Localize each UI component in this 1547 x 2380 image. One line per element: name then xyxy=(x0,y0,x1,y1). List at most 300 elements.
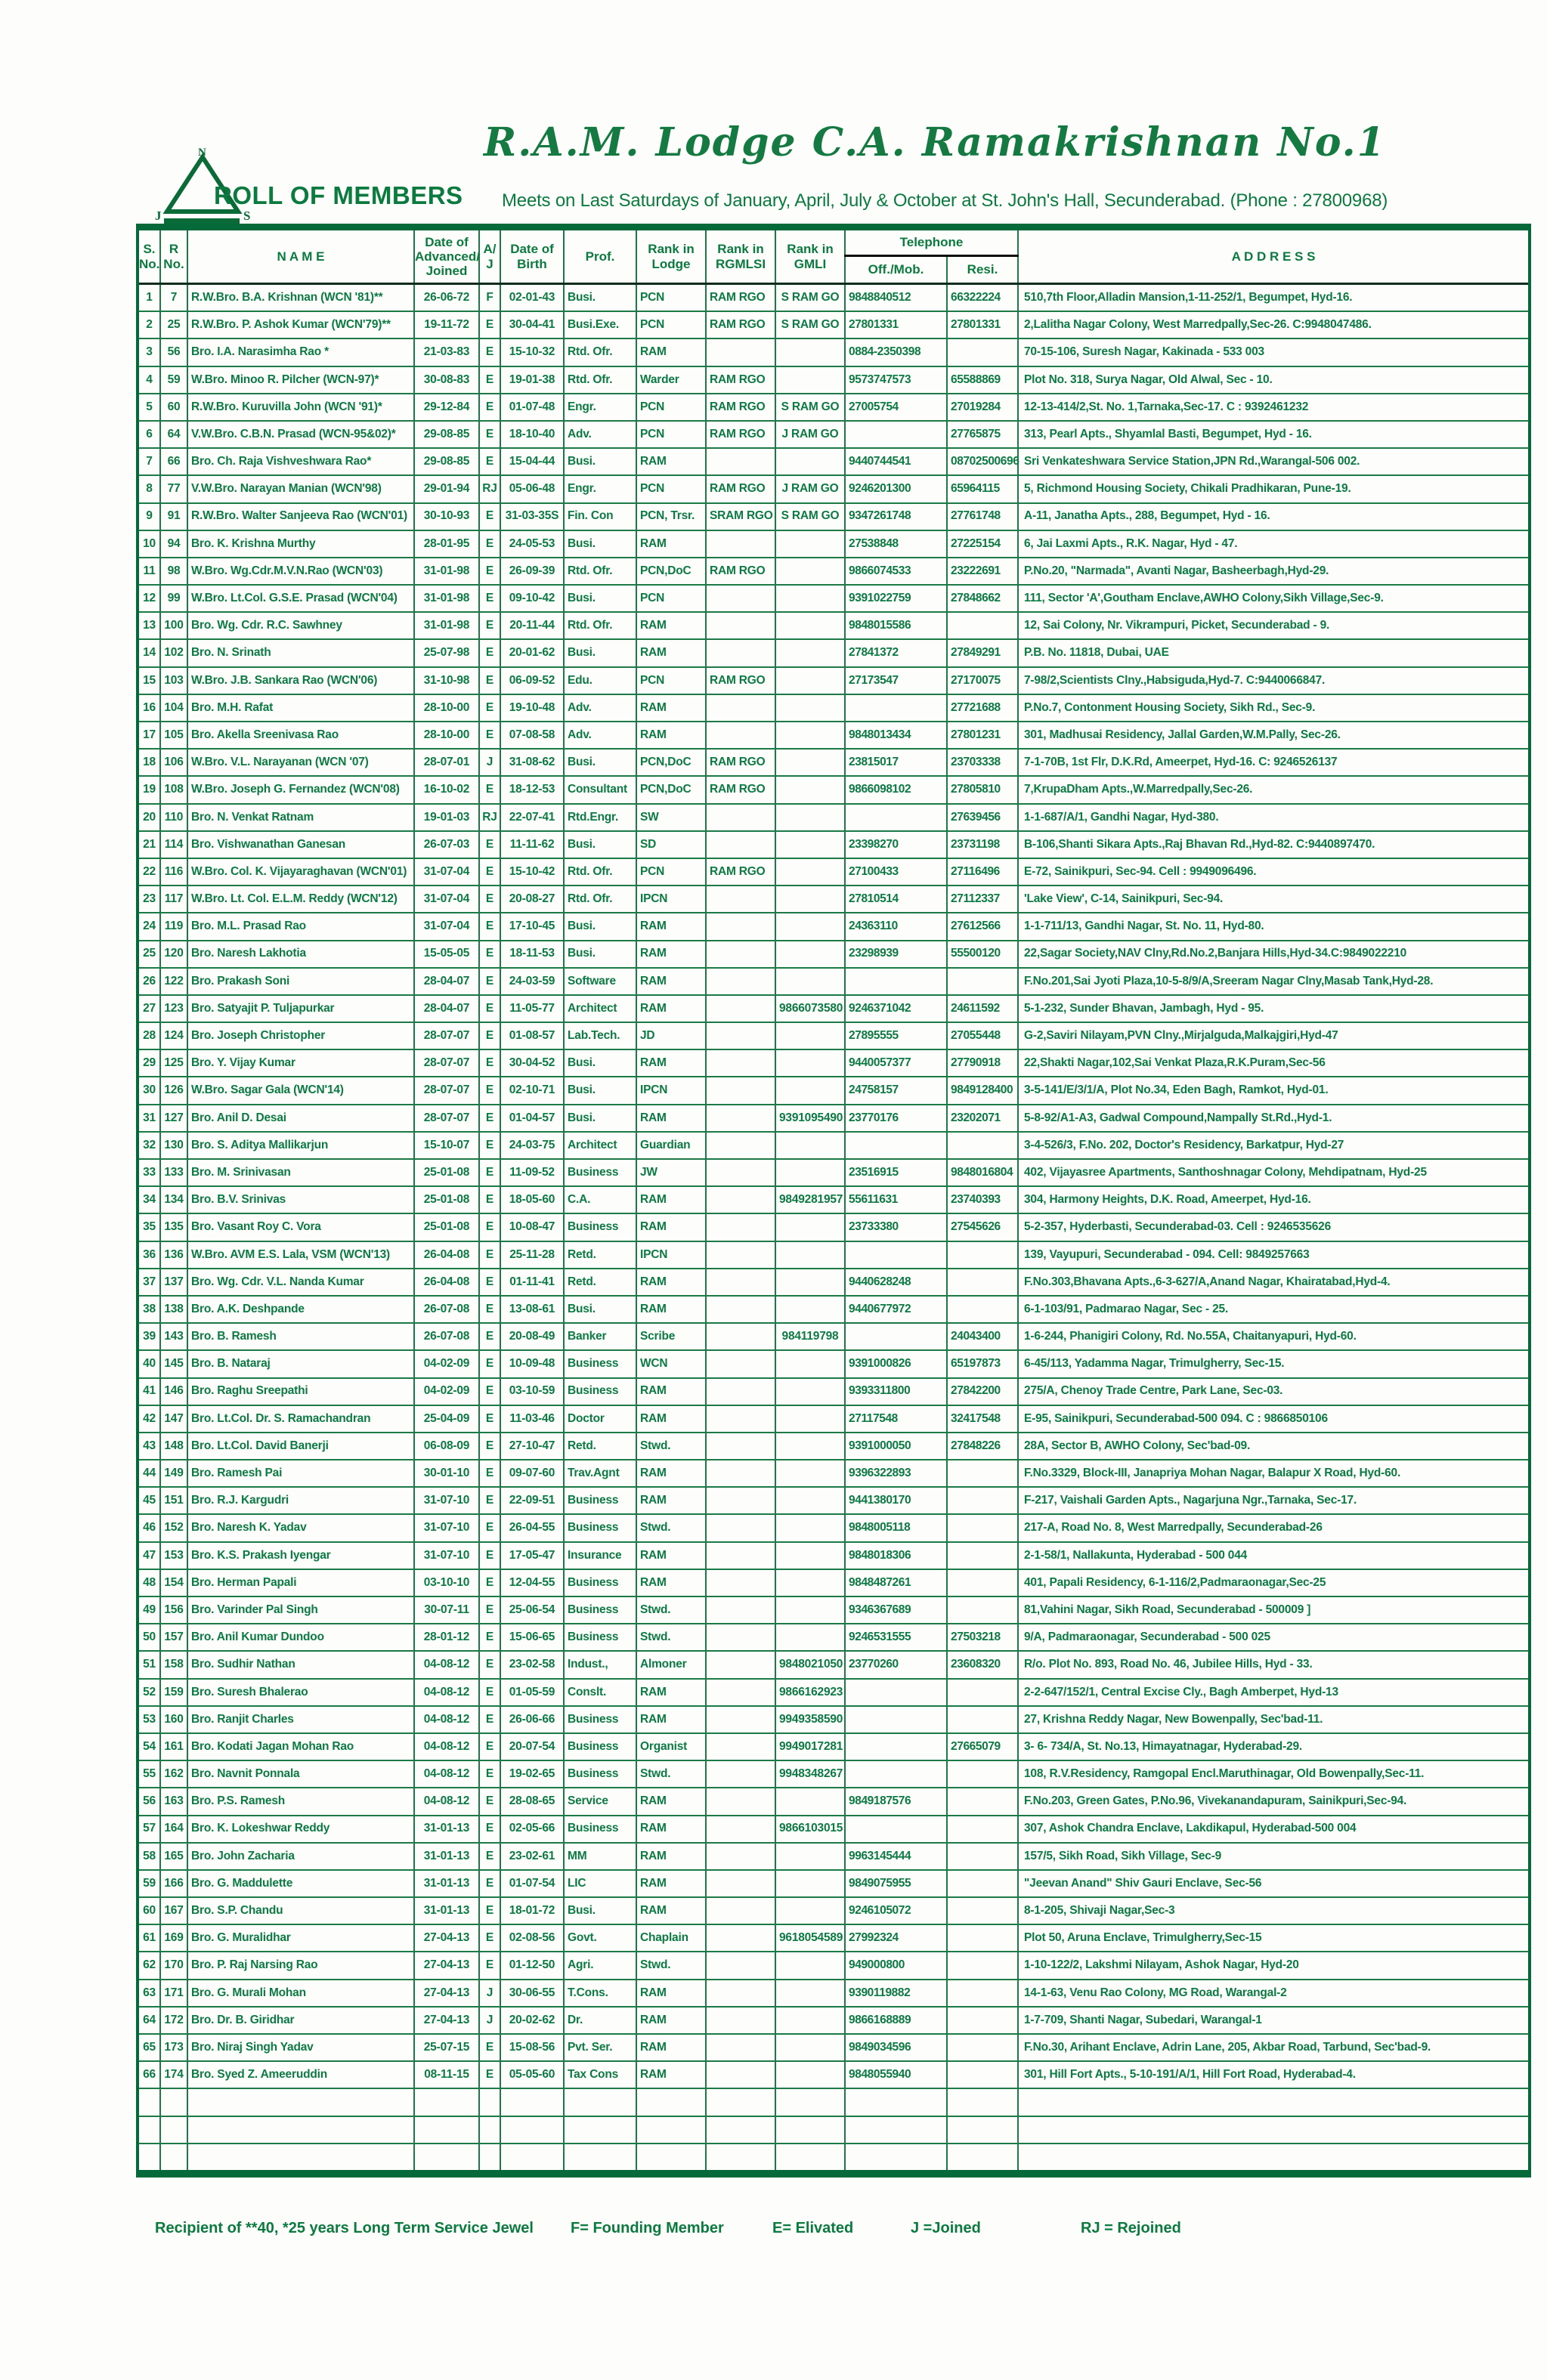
cell-birth-date: 11-09-52 xyxy=(500,1159,564,1186)
cell-tel-resi: 27721688 xyxy=(947,694,1018,722)
cell-sno: 45 xyxy=(138,1487,160,1514)
cell-name: Bro. R.J. Kargudri xyxy=(187,1487,414,1514)
cell-birth-date: 30-04-52 xyxy=(500,1049,564,1077)
cell-rank-gmli: 9949358590 xyxy=(775,1706,845,1733)
logo-letter-n: N xyxy=(198,147,206,159)
cell-address: 5, Richmond Housing Society, Chikali Pradhikaran, Pune-19. xyxy=(1018,475,1530,502)
cell-name: Bro. Satyajit P. Tuljapurkar xyxy=(187,995,414,1022)
cell-address: 12-13-414/2,St. No. 1,Tarnaka,Sec-17. C : 9392461232 xyxy=(1018,394,1530,421)
table-row xyxy=(138,749,1530,776)
table-row xyxy=(138,941,1530,968)
cell-rank-rgmlsi xyxy=(706,1296,775,1323)
cell-rank-rgmlsi xyxy=(706,1323,775,1350)
cell-rank-lodge: JW xyxy=(636,1159,706,1186)
cell-rank-lodge: RAM xyxy=(636,2034,706,2061)
page-title: R.A.M. Lodge C.A. Ramakrishnan No.1 xyxy=(484,119,1386,165)
cell-tel-resi xyxy=(947,1980,1018,2007)
cell-aj: E xyxy=(479,941,500,968)
cell-tel-resi xyxy=(947,1952,1018,1979)
cell-name: Bro. Niraj Singh Yadav xyxy=(187,2034,414,2061)
cell-rank-lodge: Almoner xyxy=(636,1651,706,1678)
logo-letter-s: S xyxy=(243,209,251,223)
cell-rank-gmli xyxy=(775,804,845,831)
cell-rank-lodge: PCN xyxy=(636,311,706,338)
legend-recipient: Recipient of **40, *25 years Long Term Service Jewel xyxy=(155,2220,534,2236)
cell-profession: Busi. xyxy=(564,585,636,612)
cell-sno: 34 xyxy=(138,1186,160,1213)
cell-sno: 7 xyxy=(138,448,160,475)
cell-tel-resi: 23740393 xyxy=(947,1186,1018,1213)
cell-birth-date: 19-10-48 xyxy=(500,694,564,722)
cell-sno: 59 xyxy=(138,1870,160,1897)
cell-sno: 37 xyxy=(138,1269,160,1296)
table-row xyxy=(138,1269,1530,1296)
table-row xyxy=(138,530,1530,558)
cell-tel-resi xyxy=(947,1788,1018,1815)
cell-rank-rgmlsi xyxy=(706,1186,775,1213)
cell-profession: Adv. xyxy=(564,694,636,722)
cell-birth-date: 25-11-28 xyxy=(500,1241,564,1269)
cell-name: Bro. G. Muralidhar xyxy=(187,1924,414,1952)
cell-rank-rgmlsi xyxy=(706,1569,775,1596)
cell-profession: Trav.Agnt xyxy=(564,1460,636,1487)
members-table xyxy=(136,224,1531,2178)
cell-name: Bro. K.S. Prakash Iyengar xyxy=(187,1542,414,1569)
cell-address: 301, Hill Fort Apts., 5-10-191/A/1, Hill Fort Road, Hyderabad-4. xyxy=(1018,2061,1530,2088)
cell-address: 22,Sagar Society,NAV Clny,Rd.No.2,Banjara Hills,Hyd-34.C:9849022210 xyxy=(1018,941,1530,968)
cell-address: 510,7th Floor,Alladin Mansion,1-11-252/1, Begumpet, Hyd-16. xyxy=(1018,284,1530,312)
cell-sno: 1 xyxy=(138,284,160,312)
cell-rank-rgmlsi xyxy=(706,530,775,558)
cell-rank-lodge: RAM xyxy=(636,1460,706,1487)
cell-rank-rgmlsi xyxy=(706,1433,775,1460)
col-header-address: A D D R E S S xyxy=(1018,227,1530,284)
cell-profession: Consultant xyxy=(564,776,636,803)
cell-rank-gmli xyxy=(775,722,845,749)
cell-profession: Busi. xyxy=(564,1049,636,1077)
cell-aj: E xyxy=(479,1733,500,1760)
cell-rno: 166 xyxy=(160,1870,187,1897)
cell-profession: Engr. xyxy=(564,394,636,421)
cell-sno: 35 xyxy=(138,1213,160,1241)
table-row xyxy=(138,1651,1530,1678)
cell-aj: E xyxy=(479,968,500,995)
cell-rno: 149 xyxy=(160,1460,187,1487)
cell-profession xyxy=(564,2116,636,2144)
cell-rno: 59 xyxy=(160,366,187,394)
cell-profession: Dr. xyxy=(564,2007,636,2034)
cell-sno: 44 xyxy=(138,1460,160,1487)
cell-rank-gmli xyxy=(775,448,845,475)
cell-tel-off-mob: 9848015586 xyxy=(845,612,947,639)
table-row xyxy=(138,886,1530,913)
cell-sno: 11 xyxy=(138,558,160,585)
cell-rank-lodge: PCN xyxy=(636,421,706,448)
cell-address: 7-98/2,Scientists Clny.,Habsiguda,Hyd-7. C:9440066847. xyxy=(1018,667,1530,694)
cell-tel-resi xyxy=(947,1897,1018,1924)
cell-tel-off-mob: 27992324 xyxy=(845,1924,947,1952)
cell-profession: Architect xyxy=(564,1132,636,1159)
cell-aj: E xyxy=(479,776,500,803)
cell-aj: E xyxy=(479,1132,500,1159)
table-row xyxy=(138,1897,1530,1924)
cell-address: 5-8-92/A1-A3, Gadwal Compound,Nampally St.Rd.,Hyd-1. xyxy=(1018,1105,1530,1132)
cell-aj: E xyxy=(479,722,500,749)
cell-aj: E xyxy=(479,1269,500,1296)
cell-rno: 148 xyxy=(160,1433,187,1460)
cell-rno: 64 xyxy=(160,421,187,448)
cell-rank-rgmlsi xyxy=(706,1460,775,1487)
cell-name: Bro. Varinder Pal Singh xyxy=(187,1596,414,1624)
cell-birth-date: 30-06-55 xyxy=(500,1980,564,2007)
cell-rank-rgmlsi xyxy=(706,995,775,1022)
cell-name xyxy=(187,2144,414,2174)
empty-row xyxy=(138,2116,1530,2144)
cell-aj: E xyxy=(479,1843,500,1870)
cell-rank-lodge: RAM xyxy=(636,1049,706,1077)
cell-rank-lodge: Stwd. xyxy=(636,1952,706,1979)
cell-profession: MM xyxy=(564,1843,636,1870)
cell-birth-date: 20-01-62 xyxy=(500,639,564,666)
cell-tel-resi: 27801231 xyxy=(947,722,1018,749)
cell-profession: Pvt. Ser. xyxy=(564,2034,636,2061)
cell-rno: 7 xyxy=(160,284,187,312)
cell-rno: 116 xyxy=(160,858,187,886)
cell-advanced-date: 19-11-72 xyxy=(414,311,479,338)
cell-rno: 159 xyxy=(160,1679,187,1706)
cell-rno: 173 xyxy=(160,2034,187,2061)
cell-rank-gmli xyxy=(775,1433,845,1460)
cell-rank-lodge: RAM xyxy=(636,2061,706,2088)
cell-birth-date: 24-03-75 xyxy=(500,1132,564,1159)
cell-profession: Conslt. xyxy=(564,1679,636,1706)
legend-founding-member: F= Founding Member xyxy=(571,2220,724,2236)
cell-tel-off-mob: 949000800 xyxy=(845,1952,947,1979)
cell-sno: 64 xyxy=(138,2007,160,2034)
cell-profession: Adv. xyxy=(564,421,636,448)
cell-rank-rgmlsi xyxy=(706,639,775,666)
table-row xyxy=(138,585,1530,612)
cell-rank-gmli xyxy=(775,1514,845,1541)
cell-tel-off-mob: 27801331 xyxy=(845,311,947,338)
cell-name: Bro. B.V. Srinivas xyxy=(187,1186,414,1213)
cell-advanced-date: 30-01-10 xyxy=(414,1460,479,1487)
cell-tel-resi: 23731198 xyxy=(947,831,1018,858)
cell-rank-rgmlsi xyxy=(706,1378,775,1405)
legend-rejoined: RJ = Rejoined xyxy=(1081,2220,1181,2236)
table-row xyxy=(138,558,1530,585)
cell-address: 5-1-232, Sunder Bhavan, Jambagh, Hyd - 95. xyxy=(1018,995,1530,1022)
cell-rno: 134 xyxy=(160,1186,187,1213)
cell-rank-lodge xyxy=(636,2144,706,2174)
cell-sno: 19 xyxy=(138,776,160,803)
cell-profession: Business xyxy=(564,1514,636,1541)
cell-rno: 126 xyxy=(160,1077,187,1104)
cell-name: R.W.Bro. Walter Sanjeeva Rao (WCN'01) xyxy=(187,503,414,530)
cell-name: Bro. Naresh Lakhotia xyxy=(187,941,414,968)
cell-tel-off-mob: 9396322893 xyxy=(845,1460,947,1487)
cell-rank-gmli xyxy=(775,1952,845,1979)
cell-name: W.Bro. J.B. Sankara Rao (WCN'06) xyxy=(187,667,414,694)
table-row xyxy=(138,2007,1530,2034)
cell-rno: 100 xyxy=(160,612,187,639)
cell-sno: 16 xyxy=(138,694,160,722)
cell-sno: 33 xyxy=(138,1159,160,1186)
cell-rank-lodge: PCN,DoC xyxy=(636,558,706,585)
cell-rank-lodge: RAM xyxy=(636,1186,706,1213)
cell-profession: Business xyxy=(564,1816,636,1843)
legend-joined: J =Joined xyxy=(911,2220,981,2236)
legend xyxy=(0,2220,1547,2250)
cell-rank-lodge: PCN,DoC xyxy=(636,776,706,803)
cell-rank-gmli: J RAM GO xyxy=(775,475,845,502)
cell-tel-off-mob: 9866074533 xyxy=(845,558,947,585)
cell-aj: E xyxy=(479,1323,500,1350)
cell-rank-rgmlsi xyxy=(706,1514,775,1541)
table-row xyxy=(138,1241,1530,1269)
cell-aj: E xyxy=(479,1788,500,1815)
cell-advanced-date: 31-07-10 xyxy=(414,1487,479,1514)
cell-rank-rgmlsi xyxy=(706,1350,775,1377)
cell-advanced-date: 26-07-08 xyxy=(414,1296,479,1323)
cell-profession: Rtd. Ofr. xyxy=(564,612,636,639)
cell-birth-date: 11-11-62 xyxy=(500,831,564,858)
cell-rank-lodge: RAM xyxy=(636,1706,706,1733)
cell-tel-resi: 27849291 xyxy=(947,639,1018,666)
cell-advanced-date: 31-01-13 xyxy=(414,1816,479,1843)
cell-aj: J xyxy=(479,749,500,776)
cell-address: P.No.20, "Narmada", Avanti Nagar, Basheerbagh,Hyd-29. xyxy=(1018,558,1530,585)
cell-rank-rgmlsi xyxy=(706,2061,775,2088)
cell-birth-date: 15-06-65 xyxy=(500,1624,564,1651)
table-row xyxy=(138,722,1530,749)
cell-address: P.No.7, Contonment Housing Society, Sikh Rd., Sec-9. xyxy=(1018,694,1530,722)
table-row xyxy=(138,394,1530,421)
cell-advanced-date: 25-01-08 xyxy=(414,1186,479,1213)
cell-sno: 18 xyxy=(138,749,160,776)
cell-aj: E xyxy=(479,338,500,366)
cell-aj: E xyxy=(479,694,500,722)
cell-profession: Insurance xyxy=(564,1542,636,1569)
cell-address: 401, Papali Residency, 6-1-116/2,Padmaraonagar,Sec-25 xyxy=(1018,1569,1530,1596)
cell-advanced-date: 19-01-03 xyxy=(414,804,479,831)
cell-aj: E xyxy=(479,503,500,530)
cell-name: Bro. S. Aditya Mallikarjun xyxy=(187,1132,414,1159)
cell-profession: Business xyxy=(564,1760,636,1788)
cell-sno: 22 xyxy=(138,858,160,886)
cell-tel-resi: 27225154 xyxy=(947,530,1018,558)
cell-address: F-217, Vaishali Garden Apts., Nagarjuna Ngr.,Tarnaka, Sec-17. xyxy=(1018,1487,1530,1514)
cell-rank-lodge: Organist xyxy=(636,1733,706,1760)
cell-tel-resi xyxy=(947,2088,1018,2116)
cell-rank-gmli xyxy=(775,2144,845,2174)
cell-rank-gmli xyxy=(775,1897,845,1924)
cell-rank-gmli xyxy=(775,558,845,585)
cell-address: G-2,Saviri Nilayam,PVN Clny.,Mirjalguda,Malkajgiri,Hyd-47 xyxy=(1018,1022,1530,1049)
cell-address: E-95, Sainikpuri, Secunderabad-500 094. C : 9866850106 xyxy=(1018,1405,1530,1433)
cell-rno: 130 xyxy=(160,1132,187,1159)
cell-tel-resi xyxy=(947,1569,1018,1596)
cell-address: F.No.303,Bhavana Apts.,6-3-627/A,Anand Nagar, Khairatabad,Hyd-4. xyxy=(1018,1269,1530,1296)
cell-rank-rgmlsi: RAM RGO xyxy=(706,858,775,886)
cell-name: Bro. G. Murali Mohan xyxy=(187,1980,414,2007)
cell-birth-date: 25-06-54 xyxy=(500,1596,564,1624)
cell-advanced-date: 04-08-12 xyxy=(414,1788,479,1815)
cell-rno: 117 xyxy=(160,886,187,913)
cell-advanced-date xyxy=(414,2144,479,2174)
col-header-rno: R No. xyxy=(160,227,187,284)
cell-aj: E xyxy=(479,1405,500,1433)
cell-rank-lodge: RAM xyxy=(636,1679,706,1706)
cell-profession: Business xyxy=(564,1706,636,1733)
cell-address: 1-1-711/13, Gandhi Nagar, St. No. 11, Hyd-80. xyxy=(1018,913,1530,940)
col-header-rank-lodge: Rank in Lodge xyxy=(636,227,706,284)
cell-sno: 54 xyxy=(138,1733,160,1760)
cell-birth-date: 26-04-55 xyxy=(500,1514,564,1541)
table-row xyxy=(138,421,1530,448)
cell-advanced-date: 28-07-07 xyxy=(414,1022,479,1049)
col-header-aj: A/ J xyxy=(479,227,500,284)
cell-sno: 13 xyxy=(138,612,160,639)
table-row xyxy=(138,1159,1530,1186)
cell-rank-rgmlsi xyxy=(706,1651,775,1678)
cell-address: 217-A, Road No. 8, West Marredpally, Secunderabad-26 xyxy=(1018,1514,1530,1541)
cell-sno: 5 xyxy=(138,394,160,421)
cell-rank-gmli xyxy=(775,366,845,394)
cell-rno: 125 xyxy=(160,1049,187,1077)
table-row xyxy=(138,1186,1530,1213)
cell-tel-off-mob xyxy=(845,1816,947,1843)
cell-tel-off-mob: 23770260 xyxy=(845,1651,947,1678)
cell-rno: 167 xyxy=(160,1897,187,1924)
cell-rank-lodge: Warder xyxy=(636,366,706,394)
cell-rno: 103 xyxy=(160,667,187,694)
cell-rank-lodge: Stwd. xyxy=(636,1760,706,1788)
cell-tel-resi xyxy=(947,2007,1018,2034)
cell-rno: 119 xyxy=(160,913,187,940)
cell-rank-rgmlsi xyxy=(706,886,775,913)
cell-advanced-date: 31-07-10 xyxy=(414,1542,479,1569)
cell-rank-gmli xyxy=(775,1159,845,1186)
cell-birth-date xyxy=(500,2144,564,2174)
cell-name: Bro. B. Ramesh xyxy=(187,1323,414,1350)
table-row xyxy=(138,2034,1530,2061)
cell-tel-off-mob: 9849034596 xyxy=(845,2034,947,2061)
cell-sno: 2 xyxy=(138,311,160,338)
cell-rank-gmli xyxy=(775,1378,845,1405)
cell-aj: E xyxy=(479,995,500,1022)
cell-tel-resi xyxy=(947,1760,1018,1788)
cell-profession: Engr. xyxy=(564,475,636,502)
cell-advanced-date: 26-07-08 xyxy=(414,1323,479,1350)
cell-advanced-date: 04-08-12 xyxy=(414,1706,479,1733)
cell-name: Bro. Naresh K. Yadav xyxy=(187,1514,414,1541)
cell-rank-lodge: RAM xyxy=(636,2007,706,2034)
cell-rno: 162 xyxy=(160,1760,187,1788)
cell-tel-off-mob: 9440744541 xyxy=(845,448,947,475)
cell-rank-rgmlsi xyxy=(706,2144,775,2174)
table-row xyxy=(138,995,1530,1022)
cell-address: 307, Ashok Chandra Enclave, Lakdikapul, Hyderabad-500 004 xyxy=(1018,1816,1530,1843)
cell-name: Bro. M. Srinivasan xyxy=(187,1159,414,1186)
cell-rank-lodge: RAM xyxy=(636,1378,706,1405)
cell-tel-off-mob: 9246531555 xyxy=(845,1624,947,1651)
cell-birth-date: 01-05-59 xyxy=(500,1679,564,1706)
cell-rank-gmli xyxy=(775,1049,845,1077)
cell-tel-off-mob xyxy=(845,1679,947,1706)
cell-rank-rgmlsi xyxy=(706,2116,775,2144)
cell-address: 8-1-205, Shivaji Nagar,Sec-3 xyxy=(1018,1897,1530,1924)
cell-sno: 53 xyxy=(138,1706,160,1733)
cell-profession xyxy=(564,2144,636,2174)
table-header xyxy=(138,227,1530,284)
cell-tel-off-mob: 27005754 xyxy=(845,394,947,421)
cell-profession: Business xyxy=(564,1159,636,1186)
cell-aj: E xyxy=(479,639,500,666)
cell-profession: Lab.Tech. xyxy=(564,1022,636,1049)
table-row xyxy=(138,2061,1530,2088)
cell-name: Bro. Lt.Col. David Banerji xyxy=(187,1433,414,1460)
cell-name xyxy=(187,2088,414,2116)
cell-advanced-date: 31-07-04 xyxy=(414,913,479,940)
cell-address: Sri Venkateshwara Service Station,JPN Rd.,Warangal-506 002. xyxy=(1018,448,1530,475)
cell-tel-off-mob: 23516915 xyxy=(845,1159,947,1186)
cell-rank-rgmlsi: RAM RGO xyxy=(706,311,775,338)
cell-name: R.W.Bro. B.A. Krishnan (WCN '81)** xyxy=(187,284,414,312)
cell-sno: 9 xyxy=(138,503,160,530)
cell-rank-rgmlsi xyxy=(706,2007,775,2034)
cell-tel-resi xyxy=(947,612,1018,639)
cell-rank-rgmlsi: RAM RGO xyxy=(706,421,775,448)
cell-rank-gmli: S RAM GO xyxy=(775,284,845,312)
table-row xyxy=(138,1788,1530,1815)
table-row xyxy=(138,1378,1530,1405)
cell-address: 1-7-709, Shanti Nagar, Subedari, Warangal-1 xyxy=(1018,2007,1530,2034)
cell-tel-off-mob: 55611631 xyxy=(845,1186,947,1213)
cell-advanced-date: 31-01-13 xyxy=(414,1843,479,1870)
cell-advanced-date: 29-08-85 xyxy=(414,421,479,448)
cell-rno: 145 xyxy=(160,1350,187,1377)
cell-profession: Busi. xyxy=(564,448,636,475)
cell-birth-date: 10-09-48 xyxy=(500,1350,564,1377)
cell-birth-date: 20-02-62 xyxy=(500,2007,564,2034)
cell-tel-off-mob: 9440677972 xyxy=(845,1296,947,1323)
cell-tel-resi: 27801331 xyxy=(947,311,1018,338)
cell-aj: E xyxy=(479,1460,500,1487)
cell-rank-gmli xyxy=(775,530,845,558)
cell-aj: E xyxy=(479,1213,500,1241)
cell-advanced-date: 25-04-09 xyxy=(414,1405,479,1433)
cell-advanced-date: 04-02-09 xyxy=(414,1350,479,1377)
cell-tel-resi: 27848662 xyxy=(947,585,1018,612)
cell-tel-resi: 27665079 xyxy=(947,1733,1018,1760)
cell-name: Bro. Dr. B. Giridhar xyxy=(187,2007,414,2034)
cell-aj: E xyxy=(479,311,500,338)
table-row xyxy=(138,284,1530,312)
cell-sno: 4 xyxy=(138,366,160,394)
cell-sno: 27 xyxy=(138,995,160,1022)
cell-birth-date: 15-10-42 xyxy=(500,858,564,886)
cell-profession: Rtd. Ofr. xyxy=(564,858,636,886)
cell-address: P.B. No. 11818, Dubai, UAE xyxy=(1018,639,1530,666)
cell-rank-gmli xyxy=(775,639,845,666)
cell-rank-rgmlsi xyxy=(706,1679,775,1706)
cell-birth-date: 18-10-40 xyxy=(500,421,564,448)
cell-tel-off-mob: 24758157 xyxy=(845,1077,947,1104)
cell-tel-resi xyxy=(947,2061,1018,2088)
cell-profession: Indust., xyxy=(564,1651,636,1678)
cell-tel-off-mob: 9573747573 xyxy=(845,366,947,394)
